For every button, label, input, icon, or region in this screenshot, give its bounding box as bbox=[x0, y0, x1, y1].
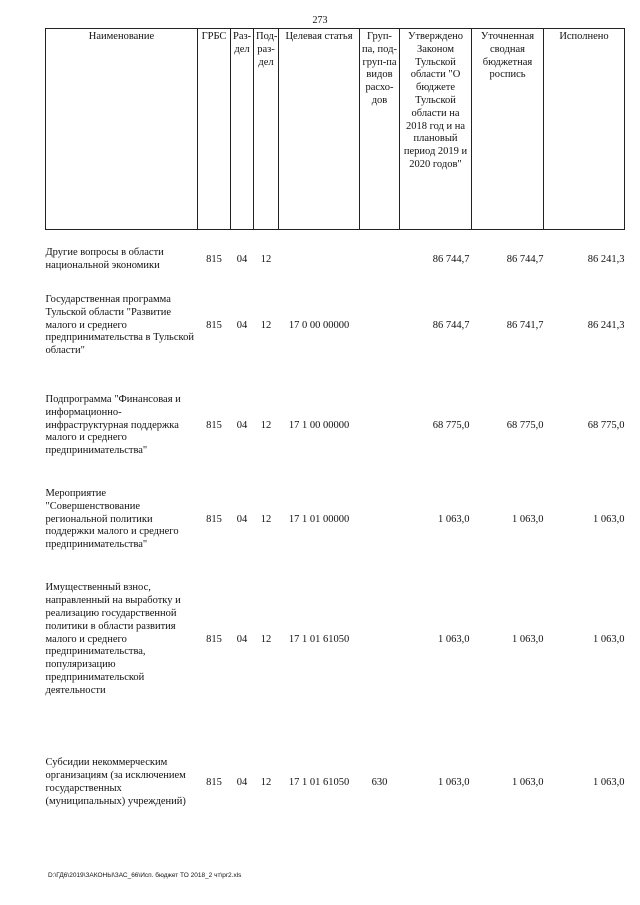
cell-executed: 1 063,0 bbox=[593, 633, 625, 645]
cell-podrazdel: 12 bbox=[260, 513, 272, 525]
page-number: 273 bbox=[312, 15, 328, 26]
cell-refined: 86 744,7 bbox=[506, 253, 544, 265]
cell-target-article: 17 1 01 00000 bbox=[288, 513, 350, 525]
cell-target-article: 17 1 01 61050 bbox=[288, 776, 350, 788]
table-row bbox=[46, 242, 625, 278]
cell-name: Имущественный взнос, направленный на выработку и реализацию государственной политики в области развития малого и среднего предпринимательства, популяризацию предпринимательской деятельности bbox=[45, 582, 181, 696]
cell-razdel: 04 bbox=[236, 319, 248, 331]
cell-target-article bbox=[279, 242, 360, 278]
cell-name: Мероприятие "Совершенствование региональной политики поддержки малого и среднего предпринимательства" bbox=[45, 488, 179, 551]
cell-executed: 1 063,0 bbox=[593, 513, 625, 525]
cell-razdel: 04 bbox=[236, 633, 248, 645]
cell-grbs: 815 bbox=[206, 253, 222, 265]
cell-expense-group bbox=[360, 562, 400, 718]
cell-podrazdel: 12 bbox=[260, 633, 272, 645]
cell-approved: 1 063,0 bbox=[438, 776, 470, 788]
cell-approved: 68 775,0 bbox=[432, 419, 470, 431]
cell-target-article: 17 1 01 61050 bbox=[288, 633, 350, 645]
cell-grbs: 815 bbox=[206, 633, 222, 645]
cell-expense-group bbox=[360, 278, 400, 374]
cell-grbs: 815 bbox=[206, 776, 222, 788]
cell-name: Подпрограмма "Финансовая и информационно-инфраструктурная поддержка малого и среднего предпринимательства" bbox=[45, 394, 181, 457]
cell-grbs: 815 bbox=[206, 319, 222, 331]
table-row bbox=[46, 278, 625, 374]
cell-executed: 1 063,0 bbox=[593, 776, 625, 788]
cell-refined: 1 063,0 bbox=[512, 633, 544, 645]
cell-razdel: 04 bbox=[236, 513, 248, 525]
cell-grbs: 815 bbox=[206, 419, 222, 431]
cell-approved: 86 744,7 bbox=[432, 253, 470, 265]
cell-podrazdel: 12 bbox=[260, 319, 272, 331]
cell-executed: 86 241,3 bbox=[587, 253, 625, 265]
table-row bbox=[46, 562, 625, 718]
header-refined: Уточненная сводная бюджетная роспись bbox=[472, 29, 544, 230]
cell-name: Другие вопросы в области национальной экономики bbox=[45, 247, 164, 271]
header-grbs: ГРБС bbox=[198, 29, 231, 230]
cell-razdel: 04 bbox=[236, 253, 248, 265]
cell-refined: 86 741,7 bbox=[506, 319, 544, 331]
file-path-footer: D:\ГД6\2019\ЗАКОНЫ\ЗАС_66\Исп. бюджет ТО 2018_2 чт\pr2.xls bbox=[48, 872, 242, 879]
cell-executed: 68 775,0 bbox=[587, 419, 625, 431]
cell-grbs: 815 bbox=[206, 513, 222, 525]
cell-expense-group bbox=[360, 374, 400, 478]
budget-table bbox=[45, 28, 625, 848]
header-executed: Исполнено bbox=[544, 29, 625, 230]
header-podrazdel: Под-раз-дел bbox=[254, 29, 279, 230]
cell-refined: 1 063,0 bbox=[512, 513, 544, 525]
cell-expense-group bbox=[360, 478, 400, 562]
cell-refined: 1 063,0 bbox=[512, 776, 544, 788]
cell-podrazdel: 12 bbox=[260, 776, 272, 788]
cell-name: Субсидии некоммерческим организациям (за исключением государственных (муниципальных) учреждений) bbox=[45, 757, 186, 807]
cell-razdel: 04 bbox=[236, 776, 248, 788]
table-header-row bbox=[46, 29, 625, 230]
cell-target-article: 17 1 00 00000 bbox=[288, 419, 350, 431]
cell-executed: 86 241,3 bbox=[587, 319, 625, 331]
header-name: Наименование bbox=[46, 29, 198, 230]
cell-expense-group bbox=[360, 242, 400, 278]
cell-podrazdel: 12 bbox=[260, 253, 272, 265]
table-row bbox=[46, 478, 625, 562]
cell-expense-group: 630 bbox=[371, 776, 388, 788]
cell-razdel: 04 bbox=[236, 419, 248, 431]
header-approved: Утверждено Законом Тульской области "О бюджете Тульской области на 2018 год и на плановый период 2019 и 2020 годов" bbox=[400, 29, 472, 230]
cell-approved: 1 063,0 bbox=[438, 513, 470, 525]
cell-approved: 86 744,7 bbox=[432, 319, 470, 331]
header-target-article: Целевая статья bbox=[279, 29, 360, 230]
cell-target-article: 17 0 00 00000 bbox=[288, 319, 350, 331]
table-row bbox=[46, 374, 625, 478]
cell-podrazdel: 12 bbox=[260, 419, 272, 431]
cell-approved: 1 063,0 bbox=[438, 633, 470, 645]
header-razdel: Раз-дел bbox=[231, 29, 254, 230]
header-expense-group: Груп-па, под-груп-па видов расхо-дов bbox=[360, 29, 400, 230]
cell-refined: 68 775,0 bbox=[506, 419, 544, 431]
cell-name: Государственная программа Тульской области "Развитие малого и среднего предпринимательства в Тульской области" bbox=[45, 294, 194, 357]
table-row bbox=[46, 718, 625, 848]
